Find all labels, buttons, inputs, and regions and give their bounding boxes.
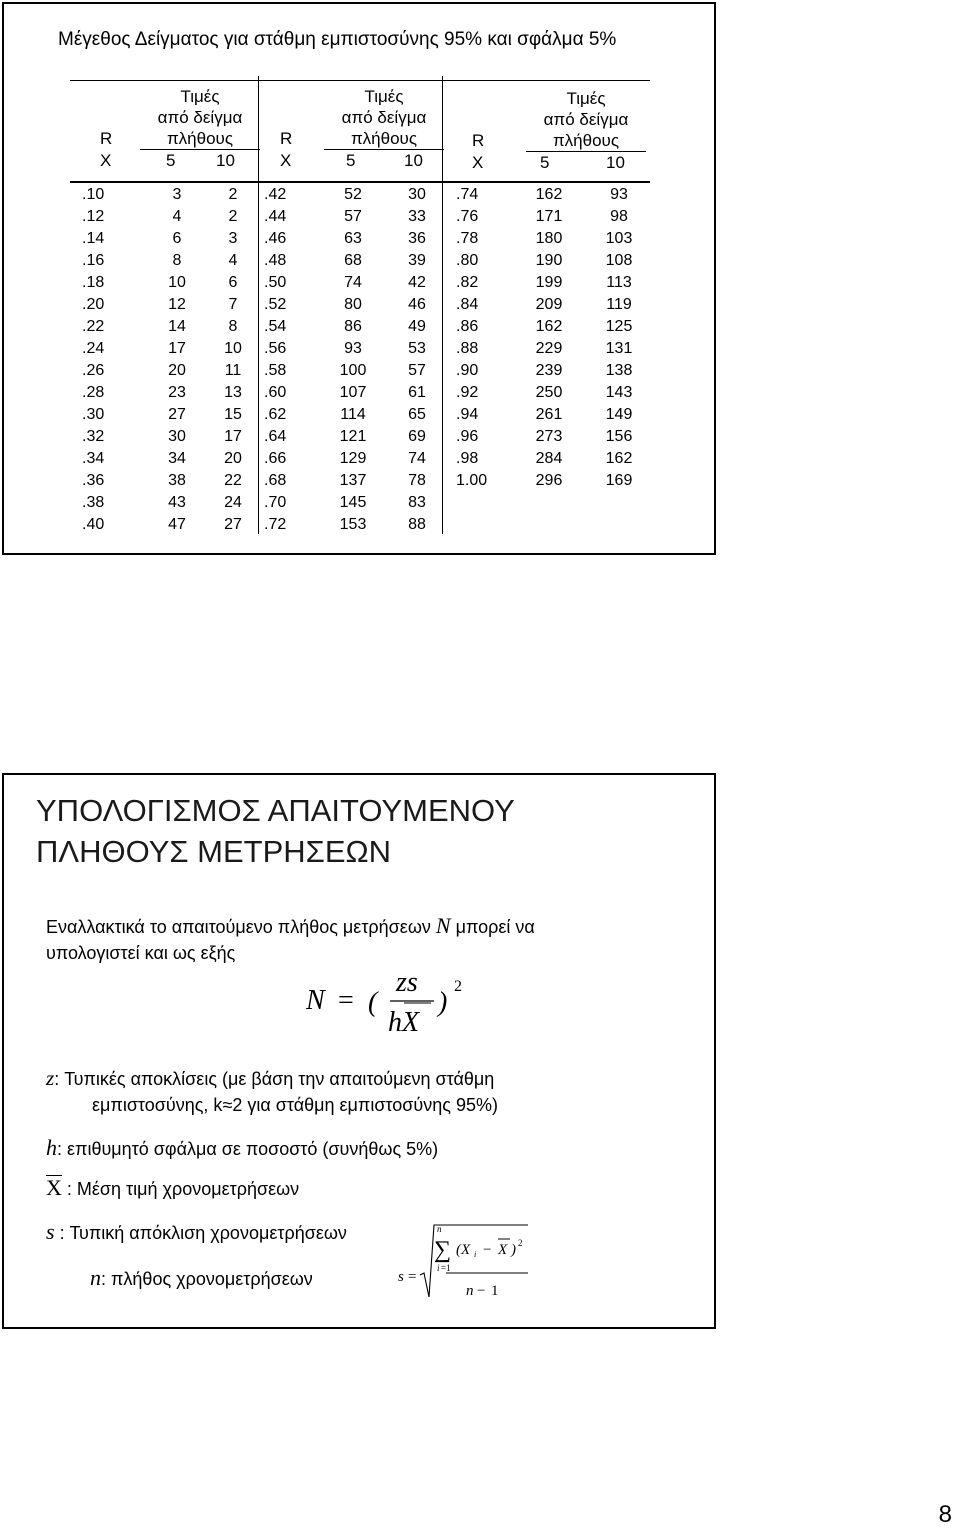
table-cell-n10: 15 bbox=[224, 406, 242, 423]
table-cell-r: .86 bbox=[456, 318, 479, 335]
svg-text:(X: (X bbox=[456, 1242, 471, 1258]
header-x: X bbox=[280, 151, 292, 170]
svg-text:i: i bbox=[474, 1250, 477, 1259]
x-bar-var: X bbox=[46, 1175, 62, 1200]
table-cell-r: .92 bbox=[456, 384, 479, 401]
table-cell-n10: 22 bbox=[224, 472, 242, 489]
header-values-line1: Τιμές bbox=[566, 89, 606, 108]
table-cell-n5: 239 bbox=[535, 362, 563, 379]
table-cell-n5: 68 bbox=[344, 252, 362, 269]
table-cell-r: .26 bbox=[82, 362, 105, 379]
table-cell-r: .50 bbox=[264, 274, 287, 291]
table-cell-n5: 171 bbox=[535, 208, 563, 225]
intro-part1: Εναλλακτικά το απαιτούμενο πλήθος μετρήσεων bbox=[46, 917, 431, 937]
table-cell-r: .20 bbox=[82, 296, 105, 313]
svg-text:hX: hX bbox=[388, 1007, 420, 1038]
header-n10: 10 bbox=[606, 153, 625, 172]
table-cell-n10: 20 bbox=[224, 450, 242, 467]
z-definition bbox=[46, 1065, 494, 1092]
header-r: R bbox=[100, 129, 113, 148]
table-cell-n10: 11 bbox=[224, 362, 242, 379]
header-values-line2: από δείγμα bbox=[543, 110, 629, 129]
table-cell-r: .74 bbox=[456, 186, 479, 203]
table-cell-r: .36 bbox=[82, 472, 105, 489]
table-cell-n5: 145 bbox=[339, 494, 367, 511]
table-cell-n10: 98 bbox=[610, 208, 628, 225]
slide1-title: Μέγεθος Δείγματος για στάθμη εμπιστοσύνης 95% και σφάλμα 5% bbox=[58, 29, 617, 50]
header-n5: 5 bbox=[166, 151, 176, 170]
table-cell-n5: 284 bbox=[535, 450, 563, 467]
table-cell-n5: 107 bbox=[339, 384, 367, 401]
table-cell-n5: 23 bbox=[168, 384, 186, 401]
table-cell-r: .54 bbox=[264, 318, 287, 335]
table-cell-r: .42 bbox=[264, 186, 287, 203]
table-cell-r: .24 bbox=[82, 340, 105, 357]
table-cell-r: .88 bbox=[456, 340, 479, 357]
table-cell-n10: 57 bbox=[408, 362, 426, 379]
x-definition bbox=[46, 1175, 299, 1202]
header-values-line3: πλήθους bbox=[526, 130, 646, 152]
table-cell-n10: 49 bbox=[408, 318, 426, 335]
table-cell-n5: 43 bbox=[168, 494, 186, 511]
svg-text:i: i bbox=[437, 1263, 440, 1273]
table-cell-n10: 169 bbox=[605, 472, 633, 489]
header-n5: 5 bbox=[346, 151, 356, 170]
table-cell-n5: 74 bbox=[344, 274, 362, 291]
header-r: R bbox=[472, 131, 485, 150]
slide2-title-line2: ΠΛΗΘΟΥΣ ΜΕΤΡΗΣΕΩΝ bbox=[36, 834, 392, 869]
table-cell-n10: 33 bbox=[408, 208, 426, 225]
table-cell-r: .16 bbox=[82, 252, 105, 269]
svg-text:=1: =1 bbox=[441, 1263, 451, 1273]
s-var: s bbox=[46, 1219, 55, 1244]
svg-text:n: n bbox=[466, 1283, 474, 1299]
table-cell-n10: 3 bbox=[228, 230, 238, 247]
table-cell-n10: 103 bbox=[605, 230, 633, 247]
header-x: X bbox=[472, 153, 484, 172]
table-cell-r: .94 bbox=[456, 406, 479, 423]
intro-line2: υπολογιστεί και ως εξής bbox=[46, 943, 236, 963]
table-cell-r: .56 bbox=[264, 340, 287, 357]
table-cell-n5: 52 bbox=[344, 186, 362, 203]
required-measurements-slide bbox=[2, 773, 716, 1329]
table-cell-n5: 137 bbox=[339, 472, 367, 489]
table-cell-n10: 13 bbox=[224, 384, 242, 401]
table-cell-n5: 8 bbox=[172, 252, 182, 269]
table-cell-n10: 83 bbox=[408, 494, 426, 511]
table-cell-r: .30 bbox=[82, 406, 105, 423]
table-cell-n10: 65 bbox=[408, 406, 426, 423]
svg-text:X: X bbox=[498, 1242, 508, 1258]
table-cell-r: .52 bbox=[264, 296, 287, 313]
table-cell-r: .64 bbox=[264, 428, 287, 445]
table-cell-n5: 57 bbox=[344, 208, 362, 225]
table-cell-r: .34 bbox=[82, 450, 105, 467]
table-cell-n5: 100 bbox=[339, 362, 367, 379]
table-cell-r: .72 bbox=[264, 516, 287, 533]
header-n5: 5 bbox=[540, 153, 550, 172]
table-cell-n10: 149 bbox=[605, 406, 633, 423]
slide2-title bbox=[36, 790, 515, 872]
table-cell-r: .98 bbox=[456, 450, 479, 467]
table-cell-n5: 162 bbox=[535, 318, 563, 335]
svg-text:zs: zs bbox=[396, 967, 418, 998]
svg-text:): ) bbox=[511, 1242, 516, 1258]
table-cell-n5: 250 bbox=[535, 384, 563, 401]
table-cell-n10: 6 bbox=[228, 274, 238, 291]
svg-text:2: 2 bbox=[454, 978, 462, 995]
header-n10: 10 bbox=[216, 151, 235, 170]
table-cell-n5: 296 bbox=[535, 472, 563, 489]
approx-symbol: ≈ bbox=[222, 1095, 233, 1115]
table-cell-n5: 162 bbox=[535, 186, 563, 203]
table-cell-n10: 42 bbox=[408, 274, 426, 291]
table-cell-n5: 12 bbox=[168, 296, 186, 313]
table-cell-n10: 4 bbox=[228, 252, 238, 269]
table-cell-n10: 53 bbox=[408, 340, 426, 357]
table-cell-r: .10 bbox=[82, 186, 105, 203]
table-cell-n10: 113 bbox=[606, 274, 632, 291]
n-definition bbox=[90, 1265, 313, 1292]
svg-text:N: N bbox=[306, 985, 325, 1016]
table-cell-n5: 199 bbox=[535, 274, 563, 291]
table-cell-r: .76 bbox=[456, 208, 479, 225]
std-dev-formula bbox=[394, 1219, 544, 1304]
table-cell-r: 1.00 bbox=[456, 472, 488, 489]
table-cell-r: .84 bbox=[456, 296, 479, 313]
header-values-line2: από δείγμα bbox=[341, 108, 427, 127]
z-definition-line2 bbox=[92, 1092, 498, 1118]
table-cell-n5: 47 bbox=[168, 516, 186, 533]
table-cell-r: .48 bbox=[264, 252, 287, 269]
header-values-line3: πλήθους bbox=[324, 128, 444, 150]
table-cell-n10: 10 bbox=[224, 340, 242, 357]
table-cell-r: .90 bbox=[456, 362, 479, 379]
header-values-line2: από δείγμα bbox=[157, 108, 243, 127]
table-cell-n5: 190 bbox=[535, 252, 563, 269]
table-cell-r: .32 bbox=[82, 428, 105, 445]
table-cell-r: .44 bbox=[264, 208, 287, 225]
table-cell-r: .78 bbox=[456, 230, 479, 247]
table-cell-n5: 3 bbox=[172, 186, 182, 203]
sample-size-table-slide bbox=[2, 2, 716, 555]
svg-text:−: − bbox=[477, 1283, 486, 1299]
z-text-line2: εμπιστοσύνης, k bbox=[92, 1095, 223, 1115]
header-values-line3: πλήθους bbox=[140, 128, 260, 150]
table-cell-n5: 93 bbox=[344, 340, 362, 357]
header-r: R bbox=[280, 129, 293, 148]
table-cell-n10: 93 bbox=[610, 186, 628, 203]
table-cell-n10: 69 bbox=[408, 428, 426, 445]
intro-part2: μπορεί να bbox=[455, 917, 535, 937]
h-definition bbox=[46, 1135, 438, 1162]
svg-text:=: = bbox=[408, 1269, 417, 1285]
table-cell-n5: 30 bbox=[168, 428, 186, 445]
table-cell-r: .38 bbox=[82, 494, 105, 511]
table-cell-r: .82 bbox=[456, 274, 479, 291]
sample-size-table bbox=[70, 76, 652, 536]
table-cell-n10: 36 bbox=[408, 230, 426, 247]
table-cell-n10: 88 bbox=[408, 516, 426, 533]
table-cell-n10: 162 bbox=[605, 450, 633, 467]
header-n10: 10 bbox=[404, 151, 423, 170]
table-cell-n5: 34 bbox=[168, 450, 186, 467]
table-cell-n5: 38 bbox=[168, 472, 186, 489]
h-var: h bbox=[46, 1135, 57, 1160]
table-cell-n10: 138 bbox=[605, 362, 633, 379]
table-cell-n10: 30 bbox=[408, 186, 426, 203]
svg-text:2: 2 bbox=[518, 1238, 523, 1248]
table-cell-n10: 61 bbox=[408, 384, 426, 401]
table-cell-n10: 125 bbox=[605, 318, 633, 335]
table-cell-n10: 24 bbox=[224, 494, 242, 511]
page-number: 8 bbox=[938, 1501, 952, 1528]
table-cell-n10: 7 bbox=[228, 296, 238, 313]
table-cell-n5: 229 bbox=[535, 340, 563, 357]
table-cell-n5: 6 bbox=[172, 230, 182, 247]
table-cell-n10: 39 bbox=[408, 252, 426, 269]
header-values-line1: Τιμές bbox=[180, 87, 220, 106]
table-cell-r: .28 bbox=[82, 384, 105, 401]
n-text: : πλήθος χρονομετρήσεων bbox=[101, 1269, 313, 1289]
table-cell-r: .70 bbox=[264, 494, 287, 511]
table-cell-n5: 153 bbox=[339, 516, 367, 533]
n-var: n bbox=[90, 1265, 101, 1290]
table-cell-r: .58 bbox=[264, 362, 287, 379]
table-cell-r: .46 bbox=[264, 230, 287, 247]
table-cell-r: .60 bbox=[264, 384, 287, 401]
table-cell-n10: 74 bbox=[408, 450, 426, 467]
table-cell-r: .66 bbox=[264, 450, 287, 467]
intro-var-n: N bbox=[435, 913, 451, 938]
table-cell-n10: 78 bbox=[408, 472, 426, 489]
svg-text:(: ( bbox=[368, 987, 378, 1018]
table-cell-n10: 143 bbox=[605, 384, 633, 401]
sample-size-formula bbox=[294, 965, 484, 1045]
table-cell-r: .80 bbox=[456, 252, 479, 269]
table-cell-n5: 261 bbox=[535, 406, 563, 423]
slide2-title-line1: ΥΠΟΛΟΓΙΣΜΟΣ ΑΠΑΙΤΟΥΜΕΝΟΥ bbox=[36, 793, 515, 828]
z-text-line1: : Τυπικές αποκλίσεις (με βάση την απαιτούμενη στάθμη bbox=[54, 1069, 495, 1089]
svg-text:s: s bbox=[398, 1269, 404, 1285]
table-cell-n10: 27 bbox=[224, 516, 242, 533]
table-cell-n5: 80 bbox=[344, 296, 362, 313]
s-text: : Τυπική απόκλιση χρονομετρήσεων bbox=[54, 1223, 347, 1243]
svg-text:−: − bbox=[483, 1242, 492, 1258]
table-cell-n5: 10 bbox=[168, 274, 186, 291]
table-cell-n5: 209 bbox=[535, 296, 563, 313]
table-cell-n5: 129 bbox=[339, 450, 367, 467]
svg-text:n: n bbox=[437, 1224, 442, 1234]
svg-text:): ) bbox=[438, 987, 448, 1018]
table-cell-n5: 4 bbox=[172, 208, 182, 225]
table-cell-r: .40 bbox=[82, 516, 105, 533]
s-definition bbox=[46, 1219, 347, 1246]
table-cell-n10: 156 bbox=[605, 428, 633, 445]
table-cell-n10: 131 bbox=[605, 340, 633, 357]
table-cell-r: .12 bbox=[82, 208, 105, 225]
table-cell-n5: 14 bbox=[168, 318, 186, 335]
x-text: : Μέση τιμή χρονομετρήσεων bbox=[61, 1179, 300, 1199]
table-cell-n5: 27 bbox=[168, 406, 186, 423]
table-cell-n5: 17 bbox=[168, 340, 186, 357]
z-text-line2-end: 2 για στάθμη εμπιστοσύνης 95%) bbox=[232, 1095, 498, 1115]
table-cell-r: .18 bbox=[82, 274, 105, 291]
table-cell-n10: 2 bbox=[228, 208, 238, 225]
svg-text:∑: ∑ bbox=[434, 1237, 452, 1263]
intro-line1 bbox=[46, 913, 535, 940]
table-cell-r: .22 bbox=[82, 318, 105, 335]
h-text: : επιθυμητό σφάλμα σε ποσοστό (συνήθως 5%) bbox=[57, 1139, 439, 1159]
table-cell-r: .68 bbox=[264, 472, 287, 489]
svg-text:=: = bbox=[338, 985, 354, 1016]
table-cell-n5: 86 bbox=[344, 318, 362, 335]
z-var: z bbox=[46, 1066, 55, 1090]
header-x: X bbox=[100, 151, 112, 170]
table-cell-n5: 180 bbox=[535, 230, 563, 247]
table-cell-n5: 121 bbox=[339, 428, 367, 445]
table-cell-n10: 108 bbox=[605, 252, 633, 269]
table-cell-n10: 17 bbox=[224, 428, 242, 445]
table-cell-n5: 273 bbox=[535, 428, 563, 445]
table-cell-n5: 20 bbox=[168, 362, 186, 379]
table-cell-r: .96 bbox=[456, 428, 479, 445]
table-cell-r: .62 bbox=[264, 406, 287, 423]
table-cell-n10: 119 bbox=[606, 296, 632, 313]
table-cell-n10: 2 bbox=[228, 186, 238, 203]
header-values-line1: Τιμές bbox=[364, 87, 404, 106]
table-cell-n10: 46 bbox=[408, 296, 426, 313]
table-cell-r: .14 bbox=[82, 230, 105, 247]
table-cell-n5: 63 bbox=[344, 230, 362, 247]
table-cell-n10: 8 bbox=[228, 318, 238, 335]
svg-text:1: 1 bbox=[491, 1283, 499, 1299]
table-cell-n5: 114 bbox=[340, 406, 366, 423]
